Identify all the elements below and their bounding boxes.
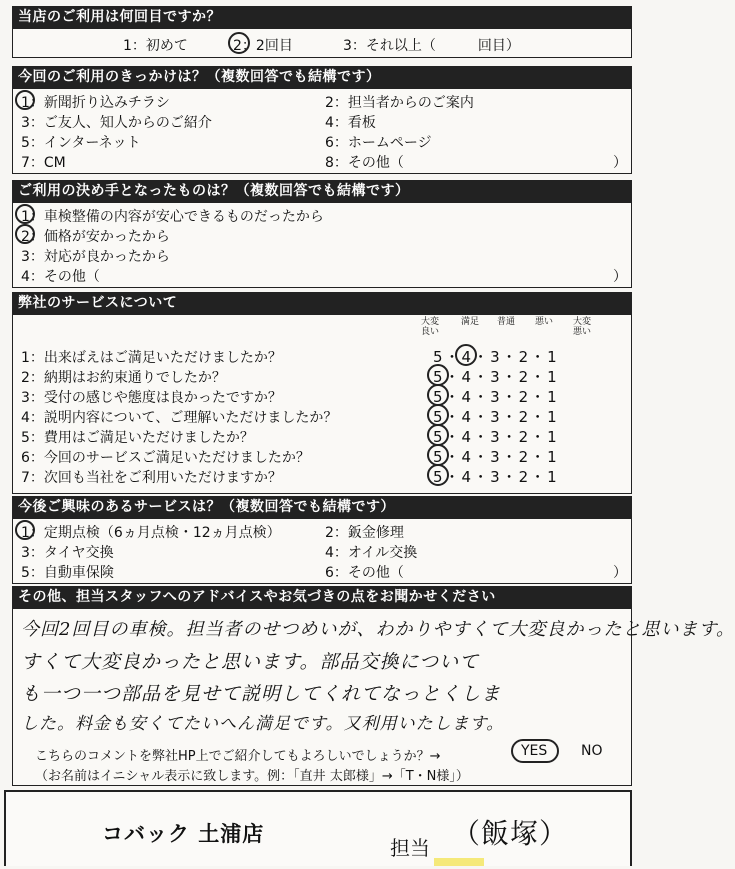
q3-item-1[interactable]: 1：車検整備の内容が安心できるものだったから bbox=[21, 209, 324, 225]
q4-answer-circle-4 bbox=[427, 404, 449, 426]
q5-body bbox=[12, 518, 632, 584]
q5-item-5[interactable]: 5：自動車保険 bbox=[21, 565, 114, 581]
q4-item-2: 2：納期はお約束通りでしたか？ bbox=[21, 370, 226, 386]
q6-body bbox=[12, 608, 735, 786]
q4-answer-circle-3 bbox=[427, 384, 449, 406]
q1-option-2[interactable]: 2：2回目 bbox=[233, 38, 293, 54]
q3-item-2[interactable]: 2：価格が安かったから bbox=[21, 229, 170, 245]
shop-name: コバック 土浦店 bbox=[102, 822, 265, 846]
q5-item-6[interactable]: 6：その他（ bbox=[325, 565, 404, 581]
q5-item-3[interactable]: 3：タイヤ交換 bbox=[21, 545, 114, 561]
q3-item-3[interactable]: 3：対応が良かったから bbox=[21, 249, 170, 265]
q4-answer-circle-7 bbox=[427, 464, 449, 486]
q5-item-6-close: ） bbox=[613, 565, 627, 581]
q4-rating-3[interactable]: 5・4・3・2・1 bbox=[433, 388, 559, 406]
scale-label-4: 悪い bbox=[534, 317, 553, 327]
q4-rating-1[interactable]: 5・4・3・2・1 bbox=[433, 348, 559, 366]
q5-item-2[interactable]: 2：鈑金修理 bbox=[325, 525, 404, 541]
comment-line-3: も一つ一つ部品を見せて説明してくれてなっとくしま bbox=[21, 683, 502, 705]
q3-item-4[interactable]: 4：その他（ bbox=[21, 269, 100, 285]
q4-answer-circle-2 bbox=[427, 364, 449, 386]
q4-item-7: 7：次回も当社をご利用いただけますか？ bbox=[21, 470, 282, 486]
q1-selected-circle bbox=[228, 32, 250, 54]
q2-item-7[interactable]: 7：CM bbox=[21, 155, 66, 171]
q1-title: 当店のご利用は何回目ですか？ bbox=[12, 6, 632, 28]
q2-item-3[interactable]: 3：ご友人、知人からのご紹介 bbox=[21, 115, 212, 131]
q2-item-8-close: ） bbox=[613, 155, 627, 171]
q4-item-1: 1：出来ばえはご満足いただけましたか？ bbox=[21, 350, 282, 366]
q4-rating-2[interactable]: 5・4・3・2・1 bbox=[433, 368, 559, 386]
q2-item-4[interactable]: 4：看板 bbox=[325, 115, 376, 131]
q2-item-1[interactable]: 1：新聞折り込みチラシ bbox=[21, 95, 170, 111]
q5-item-1[interactable]: 1：定期点検（6ヵ月点検・12ヵ月点検） bbox=[21, 525, 281, 541]
q4-title: 弊社のサービスについて bbox=[12, 292, 632, 314]
q3-item-4-close: ） bbox=[613, 269, 627, 285]
q2-item-5[interactable]: 5：インターネット bbox=[21, 135, 141, 151]
q4-answer-circle-1 bbox=[455, 344, 477, 366]
q2-item-8[interactable]: 8：その他（ bbox=[325, 155, 404, 171]
no-option[interactable]: NO bbox=[581, 743, 603, 759]
q2-item-6[interactable]: 6：ホームページ bbox=[325, 135, 432, 151]
q3-title: ご利用の決め手となったものは？（複数回答でも結構です） bbox=[12, 180, 632, 202]
q4-rating-4[interactable]: 5・4・3・2・1 bbox=[433, 408, 559, 426]
yes-selected-circle bbox=[511, 739, 559, 763]
q5-title: 今後ご興味のあるサービスは？（複数回答でも結構です） bbox=[12, 496, 632, 518]
hp-permission-question: こちらのコメントを弊社HP上でご紹介してもよろしいでしょうか？→ bbox=[35, 749, 441, 764]
survey-sheet bbox=[6, 4, 735, 864]
highlighter-mark bbox=[434, 858, 484, 866]
q4-body bbox=[12, 314, 632, 494]
q4-rating-5[interactable]: 5・4・3・2・1 bbox=[433, 428, 559, 446]
q1-option-1[interactable]: 1：初めて bbox=[123, 38, 188, 54]
q4-item-3: 3：受付の感じや態度は良かったですか？ bbox=[21, 390, 282, 406]
yes-option[interactable]: YES bbox=[521, 743, 548, 759]
initials-note: （お名前はイニシャル表示に致します。例：「直井 太郎様」→「T・N様」） bbox=[35, 769, 469, 784]
q6-title: その他、担当スタッフへのアドバイスやお気づきの点をお聞かせください bbox=[12, 586, 632, 608]
footer bbox=[4, 790, 632, 866]
q2-title: 今回のご利用のきっかけは？（複数回答でも結構です） bbox=[12, 66, 632, 88]
scale-label-3: 普通 bbox=[496, 317, 515, 327]
q4-rating-7[interactable]: 5・4・3・2・1 bbox=[433, 468, 559, 486]
q4-item-6: 6：今回のサービスご満足いただけましたか？ bbox=[21, 450, 310, 466]
q2-item-2[interactable]: 2：担当者からのご案内 bbox=[325, 95, 474, 111]
q3-body bbox=[12, 202, 632, 288]
q1-option-3[interactable]: 3：それ以上（ 回目） bbox=[343, 38, 520, 54]
q1-body bbox=[12, 28, 632, 58]
staff-name: （飯塚） bbox=[452, 817, 569, 850]
q2-body bbox=[12, 88, 632, 174]
q4-answer-circle-5 bbox=[427, 424, 449, 446]
comment-line-4: した。料金も安くてたいへん満足です。又利用いたします。 bbox=[21, 714, 505, 734]
comment-line-2: すくて大変良かったと思います。部品交換について bbox=[21, 651, 480, 673]
q5-item-4[interactable]: 4：オイル交換 bbox=[325, 545, 418, 561]
q4-item-5: 5：費用はご満足いただけましたか？ bbox=[21, 430, 254, 446]
q4-answer-circle-6 bbox=[427, 444, 449, 466]
scale-label-2: 満足 bbox=[460, 317, 479, 327]
q4-rating-6[interactable]: 5・4・3・2・1 bbox=[433, 448, 559, 466]
comment-area[interactable] bbox=[13, 609, 735, 737]
scale-label-5: 大変悪い bbox=[572, 317, 591, 337]
q4-item-4: 4：説明内容について、ご理解いただけましたか？ bbox=[21, 410, 338, 426]
scale-label-1: 大変良い bbox=[420, 317, 439, 337]
staff-label: 担当 bbox=[390, 836, 430, 860]
comment-line-1: 今回2回目の車検。担当者のせつめいが、わかりやすくて大変良かったと思います。 bbox=[21, 619, 735, 640]
